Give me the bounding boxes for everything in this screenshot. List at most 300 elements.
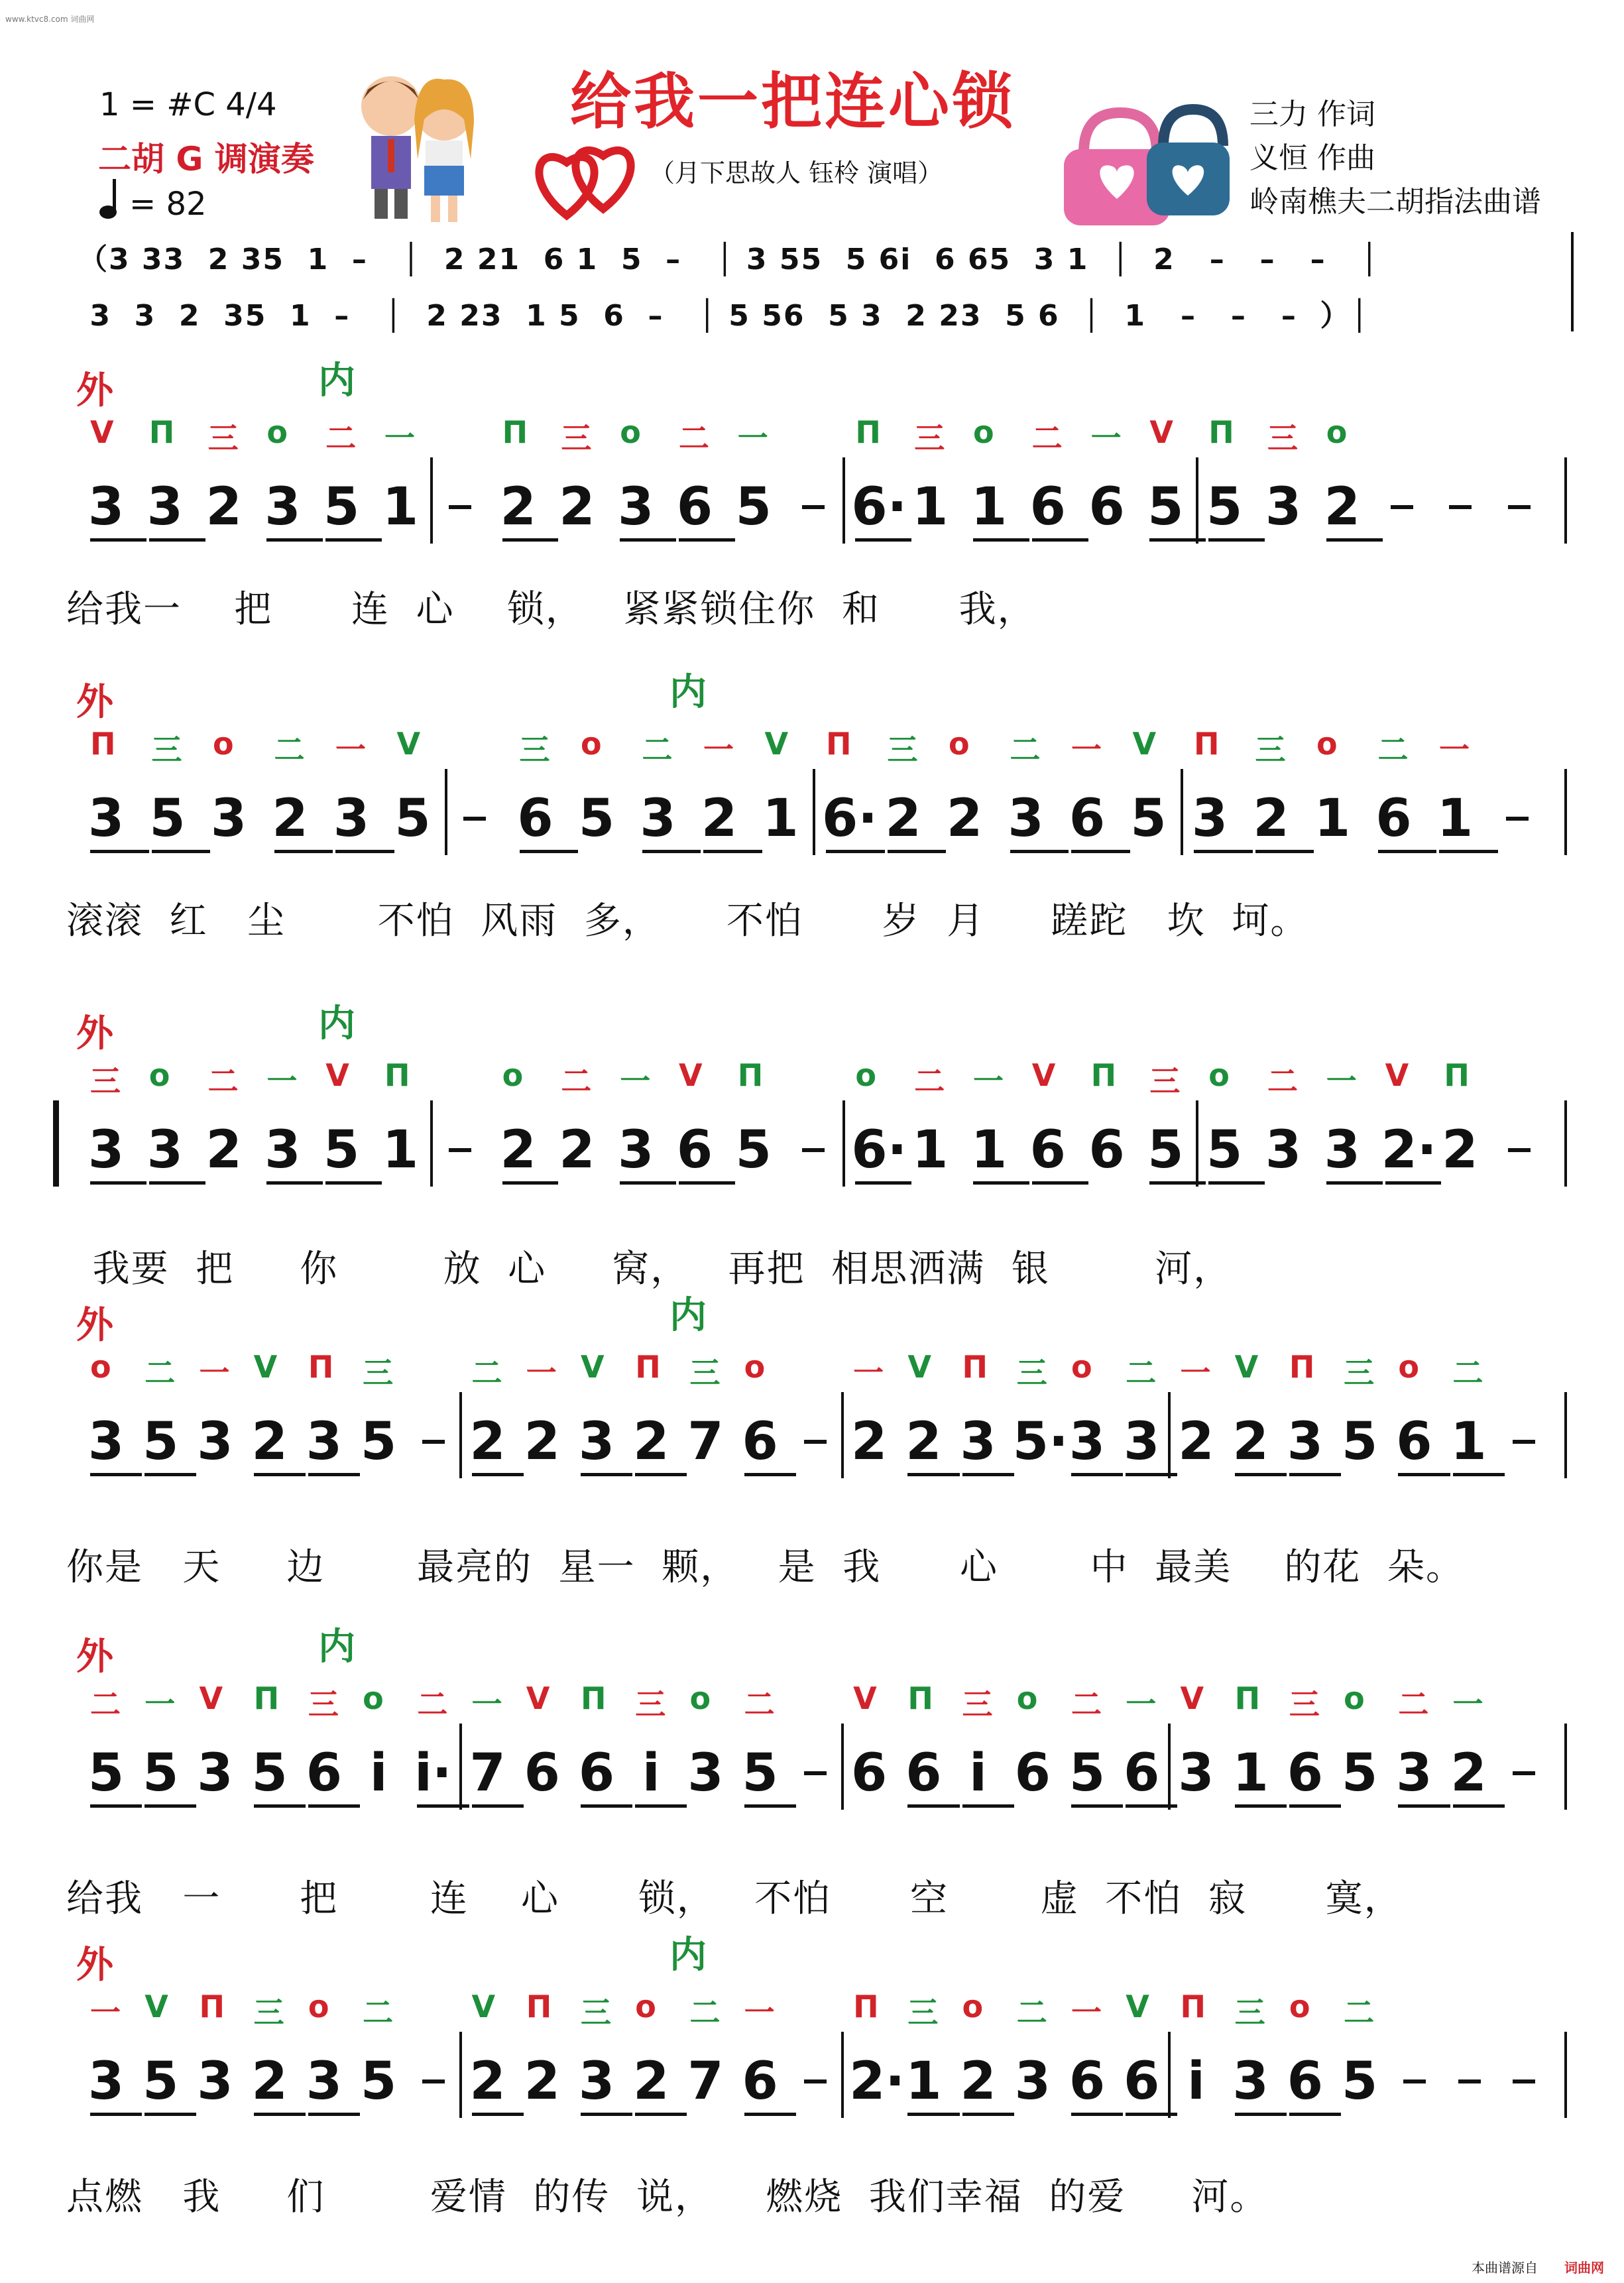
duration-underline xyxy=(907,1473,959,1476)
fingering-mark: V xyxy=(1031,1057,1056,1093)
footer-site: 词曲网 xyxy=(1564,2260,1604,2276)
duration-underline xyxy=(1398,1804,1450,1808)
duration-underline xyxy=(1126,1473,1177,1476)
duration-underline xyxy=(679,538,735,542)
fingering-mark: o xyxy=(962,1989,984,2024)
fingering-mark: o xyxy=(90,1349,111,1385)
note: 1 xyxy=(382,477,419,537)
outer-string-tag: 外 xyxy=(76,681,113,724)
note: 1 xyxy=(1314,789,1351,849)
fingering-mark: 一 xyxy=(1452,1686,1483,1722)
note: 1 xyxy=(1232,1743,1269,1803)
duration-underline xyxy=(254,2113,306,2116)
note: 6 xyxy=(1088,1120,1125,1180)
duration-underline xyxy=(90,1473,142,1476)
fingering-mark: o xyxy=(308,1989,329,2024)
repeat-start-bar xyxy=(53,1100,59,1187)
fingering-mark: П xyxy=(1444,1057,1470,1093)
note: 3 xyxy=(333,789,370,849)
fingering-mark: o xyxy=(213,726,234,762)
fingering-mark: П xyxy=(737,1057,764,1093)
notation-line-4 xyxy=(60,1349,1571,1511)
note: 3 xyxy=(306,1412,343,1472)
duration-underline xyxy=(635,1804,687,1808)
fingering-mark: 三 xyxy=(308,1686,339,1722)
duration-underline xyxy=(581,2113,632,2116)
fingering-mark: o xyxy=(855,1057,876,1093)
duration-underline xyxy=(335,850,394,853)
fingering-mark: V xyxy=(199,1680,223,1716)
couple-illustration xyxy=(351,66,484,225)
notation-line-6 xyxy=(60,1989,1571,2151)
fingering-mark: П xyxy=(853,1989,879,2024)
note: 5 xyxy=(1206,1120,1243,1180)
fingering-mark: 三 xyxy=(907,1995,939,2030)
note: 3 xyxy=(578,2052,615,2111)
bar-line xyxy=(459,2032,462,2118)
note: 3 xyxy=(146,1120,183,1180)
song-title: 给我一把连心锁 xyxy=(570,66,1016,137)
fingering-mark: V xyxy=(1385,1057,1409,1093)
note: 2 xyxy=(559,477,595,537)
fingering-mark: V xyxy=(907,1349,931,1385)
duration-underline xyxy=(581,1804,632,1808)
note: 1 xyxy=(970,477,1008,537)
note-dash xyxy=(1513,2079,1535,2083)
fingering-mark: 三 xyxy=(1255,732,1286,768)
note: 2 xyxy=(1442,1120,1478,1180)
fingering-mark: П xyxy=(1180,1989,1206,2024)
note: 5 xyxy=(1069,1743,1106,1803)
note: 5 xyxy=(360,2052,397,2111)
bar-line xyxy=(842,457,845,544)
fingering-mark: 一 xyxy=(145,1686,176,1722)
duration-underline xyxy=(907,2113,959,2116)
note: i xyxy=(642,1743,660,1803)
fingering-mark: 一 xyxy=(620,1063,651,1099)
duration-underline xyxy=(1208,1181,1265,1185)
inner-string-tag: 内 xyxy=(318,1625,355,1668)
note: 6 xyxy=(1029,1120,1066,1180)
duration-underline xyxy=(1326,1181,1383,1185)
note: 3 xyxy=(87,1120,125,1180)
note: i xyxy=(369,1743,388,1803)
duration-underline xyxy=(308,2113,360,2116)
fingering-mark: V xyxy=(526,1680,550,1716)
fingering-mark: 一 xyxy=(1126,1686,1157,1722)
note: 5 xyxy=(1130,789,1167,849)
performers: （月下思故人 钰柃 演唱） xyxy=(650,158,943,188)
fingering-mark: V xyxy=(764,726,789,762)
duration-underline xyxy=(620,1181,676,1185)
footer-source: 本曲谱源自 xyxy=(1472,2260,1538,2276)
fingering-mark: 二 xyxy=(1016,1995,1047,2030)
note: 2 xyxy=(850,1412,888,1472)
duration-underline xyxy=(703,850,762,853)
lyric-line-1: 给我一 把 连 心 锁， 紧紧锁住你 和 我， xyxy=(66,588,1036,631)
duration-underline xyxy=(1032,1181,1088,1185)
note: 5 xyxy=(323,1120,360,1180)
duration-underline xyxy=(149,1181,205,1185)
fingering-mark: 一 xyxy=(1180,1355,1211,1391)
fingering-mark: 三 xyxy=(1234,1995,1265,2030)
note: 5 xyxy=(1206,477,1243,537)
duration-underline xyxy=(1439,850,1498,853)
note: 6· xyxy=(851,477,907,537)
note: 2 xyxy=(524,1412,560,1472)
note: 5 xyxy=(251,1743,288,1803)
note: 3 xyxy=(146,477,183,537)
fingering-mark: 一 xyxy=(744,1995,775,2030)
lyric-line-6: 点燃 我 们 爱情 的传 说， 燃烧 我们幸福 的爱 河。 xyxy=(66,2176,1269,2219)
duration-underline xyxy=(962,2113,1014,2116)
fingering-mark: o xyxy=(744,1349,766,1385)
note: 3 xyxy=(1014,2052,1051,2111)
note: 3 xyxy=(687,1743,724,1803)
outer-string-tag: 外 xyxy=(76,369,113,412)
fingering-mark: 三 xyxy=(253,1995,284,2030)
fingering-mark: 二 xyxy=(1126,1355,1157,1391)
note: 2 xyxy=(272,789,308,849)
fingering-mark: П xyxy=(826,726,852,762)
note: 2 xyxy=(701,789,738,849)
end-bar-line xyxy=(1564,2032,1567,2118)
note: 2 xyxy=(633,1412,669,1472)
fingering-mark: V xyxy=(1126,1989,1149,2024)
note-dash xyxy=(1391,505,1413,509)
lyric-line-3: 我要 把 你 放 心 窝， 再把 相思洒满 银 河， xyxy=(66,1248,1232,1291)
note: i· xyxy=(414,1743,452,1803)
fingering-mark: o xyxy=(266,414,288,450)
inner-string-tag: 内 xyxy=(669,1294,707,1337)
duration-underline xyxy=(1235,2113,1287,2116)
note: 2 xyxy=(633,2052,669,2111)
fingering-mark: 一 xyxy=(1071,732,1102,768)
note: 6 xyxy=(1287,1743,1324,1803)
duration-underline xyxy=(1378,850,1437,853)
note: 3 xyxy=(1396,1743,1432,1803)
note: 5 xyxy=(394,789,431,849)
note: 6 xyxy=(742,2052,778,2111)
fingering-mark: 二 xyxy=(417,1686,448,1722)
note: 2 xyxy=(885,789,921,849)
note: 6 xyxy=(850,1743,888,1803)
fingering-mark: 二 xyxy=(207,1063,239,1099)
composer-credit: 义恒 作曲 xyxy=(1249,141,1375,175)
duration-underline xyxy=(325,1181,382,1185)
duration-underline xyxy=(1385,1181,1442,1185)
fingering-mark: 二 xyxy=(325,420,357,456)
fingering-mark: 二 xyxy=(363,1995,394,2030)
fingering-mark: 三 xyxy=(207,420,239,456)
duration-underline xyxy=(962,1804,1014,1808)
note: 3 xyxy=(210,789,247,849)
end-bar-line xyxy=(1564,769,1567,855)
note: i xyxy=(1187,2052,1205,2111)
note: 3 xyxy=(618,1120,654,1180)
note: 6 xyxy=(1124,1743,1160,1803)
note: 6 xyxy=(1088,477,1125,537)
note: 3 xyxy=(640,789,676,849)
note: 3 xyxy=(960,1412,996,1472)
duration-underline xyxy=(855,1181,911,1185)
note: 6 xyxy=(1029,477,1066,537)
note: 2 xyxy=(1232,1412,1269,1472)
fingering-mark: V xyxy=(581,1349,605,1385)
duration-underline xyxy=(1235,1804,1287,1808)
note: 6 xyxy=(1124,2052,1160,2111)
fingering-mark: П xyxy=(635,1349,661,1385)
duration-underline xyxy=(1289,1804,1341,1808)
note: 3 xyxy=(1191,789,1228,849)
note-dash xyxy=(804,1771,827,1775)
duration-underline xyxy=(145,1804,196,1808)
fingering-mark: V xyxy=(679,1057,703,1093)
note: 3 xyxy=(197,2052,233,2111)
duration-underline xyxy=(1289,2113,1341,2116)
fingering-mark: 二 xyxy=(689,1995,721,2030)
note: 3 xyxy=(1287,1412,1324,1472)
fingering-mark: 二 xyxy=(1452,1355,1483,1391)
outer-string-tag: 外 xyxy=(76,1304,113,1347)
fingering-mark: 三 xyxy=(561,420,592,456)
duration-underline xyxy=(90,538,146,542)
fingering-mark: П xyxy=(962,1349,988,1385)
note: 5 xyxy=(1341,1412,1378,1472)
fingering-mark: 一 xyxy=(384,420,415,456)
fingering-mark: 一 xyxy=(90,1995,121,2030)
fingering-mark: 三 xyxy=(887,732,918,768)
heart-lock-icon xyxy=(1057,99,1230,225)
note: 2 xyxy=(500,477,536,537)
fingering-mark: o xyxy=(581,726,602,762)
fingering-mark: o xyxy=(1289,1989,1310,2024)
note: 1 xyxy=(905,2052,942,2111)
fingering-mark: 一 xyxy=(973,1063,1004,1099)
note: 6 xyxy=(905,1743,942,1803)
note: 3 xyxy=(197,1412,233,1472)
fingering-mark: П xyxy=(253,1680,280,1716)
duration-underline xyxy=(826,850,885,853)
note: 2· xyxy=(1381,1120,1437,1180)
note: 6 xyxy=(742,1412,778,1472)
duration-underline xyxy=(1032,538,1088,542)
note: 5· xyxy=(1012,1412,1069,1472)
fingering-mark: П xyxy=(90,726,116,762)
erhu-tuning: 二胡 G 调演奏 xyxy=(98,140,314,178)
duration-underline xyxy=(962,1473,1014,1476)
note: 3 xyxy=(578,1412,615,1472)
note: 5 xyxy=(360,1412,397,1472)
fingering-mark: o xyxy=(635,1989,656,2024)
bar-line xyxy=(445,769,447,855)
fingering-mark: 三 xyxy=(519,732,550,768)
fingering-mark: o xyxy=(502,1057,524,1093)
intro-row-2: 3 3 2 35 1 – │ 2 23 1 5 6 – │ 5 56 5 3 2 23 5 6 │ 1 – – – ）│ xyxy=(78,299,1369,333)
duration-underline xyxy=(308,1473,360,1476)
fingering-mark: 二 xyxy=(1344,1995,1375,2030)
duration-underline xyxy=(254,1804,306,1808)
fingering-mark: V xyxy=(145,1989,168,2024)
note: 3 xyxy=(264,1120,301,1180)
fingering-mark: 一 xyxy=(335,732,366,768)
fingering-mark: 三 xyxy=(1267,420,1298,456)
note-dash xyxy=(422,2079,445,2083)
top-watermark: www.ktvc8.com 词曲网 xyxy=(5,15,95,24)
note: 5 xyxy=(143,1743,179,1803)
bar-line xyxy=(841,2032,844,2118)
bar-line xyxy=(1168,1724,1171,1810)
inner-string-tag: 内 xyxy=(669,671,707,714)
note: 3 xyxy=(1178,1743,1214,1803)
lyric-line-2: 滚滚 红 尘 不怕 风雨 多， 不怕 岁 月 蹉跎 坎 坷。 xyxy=(66,900,1309,943)
inner-string-tag: 内 xyxy=(318,1002,355,1045)
duration-underline xyxy=(1010,850,1069,853)
note: 6 xyxy=(1396,1412,1432,1472)
note: 3 xyxy=(197,1743,233,1803)
fingering-mark: 一 xyxy=(1090,420,1122,456)
fingering-mark: 三 xyxy=(90,1063,121,1099)
end-bar-line xyxy=(1564,1392,1567,1478)
fingering-mark: 一 xyxy=(1071,1995,1102,2030)
duration-underline xyxy=(90,850,149,853)
duration-underline xyxy=(90,2113,142,2116)
note: 6 xyxy=(1014,1743,1051,1803)
duration-underline xyxy=(145,1473,196,1476)
fingering-mark: 二 xyxy=(1010,732,1041,768)
bar-line xyxy=(841,1724,844,1810)
fingering-mark: П xyxy=(1234,1680,1261,1716)
duration-underline xyxy=(1071,2113,1123,2116)
fingering-mark: 二 xyxy=(642,732,673,768)
fingering-mark: 三 xyxy=(581,1995,611,2030)
fingering-mark: V xyxy=(396,726,421,762)
fingering-mark: o xyxy=(689,1680,711,1716)
duration-underline xyxy=(90,1804,142,1808)
fingering-mark: П xyxy=(526,1989,552,2024)
note-dash xyxy=(1508,505,1531,509)
duration-underline xyxy=(1071,1473,1123,1476)
duration-underline xyxy=(1149,538,1206,542)
bar-line xyxy=(1168,2032,1171,2118)
duration-underline xyxy=(145,2113,196,2116)
fingering-mark: 三 xyxy=(962,1686,993,1722)
bar-line xyxy=(813,769,815,855)
notation-line-1 xyxy=(60,414,1571,577)
fingering-mark: 三 xyxy=(914,420,945,456)
fingering-mark: 二 xyxy=(471,1355,502,1391)
note: 5 xyxy=(1341,1743,1378,1803)
duration-underline xyxy=(1126,1804,1177,1808)
note: 2 xyxy=(1253,789,1289,849)
note: 2 xyxy=(469,1412,506,1472)
fingering-mark: 二 xyxy=(90,1686,121,1722)
note: 7 xyxy=(469,1743,506,1803)
fingering-mark: o xyxy=(1344,1680,1365,1716)
note: 3 xyxy=(1232,2052,1269,2111)
note: 7 xyxy=(687,1412,724,1472)
fingering-mark: 三 xyxy=(689,1355,721,1391)
note: 1 xyxy=(970,1120,1008,1180)
duration-underline xyxy=(502,1181,559,1185)
note: 6 xyxy=(676,477,713,537)
note: 3 xyxy=(1265,477,1302,537)
note: 6 xyxy=(524,1743,560,1803)
fingering-mark: V xyxy=(1149,414,1173,450)
note: 2 xyxy=(559,1120,595,1180)
end-bar-line xyxy=(1564,1724,1567,1810)
fingering-mark: 二 xyxy=(1398,1686,1429,1722)
note: 2· xyxy=(849,2052,905,2111)
duration-underline xyxy=(973,1181,1029,1185)
duration-underline xyxy=(520,850,579,853)
note: 2 xyxy=(205,477,242,537)
duration-underline xyxy=(973,538,1029,542)
fingering-mark: 二 xyxy=(274,732,305,768)
note: 1 xyxy=(912,477,949,537)
bar-line xyxy=(430,1100,433,1187)
duration-underline xyxy=(1071,1804,1123,1808)
fingering-mark: П xyxy=(855,414,881,450)
note: 2 xyxy=(251,1412,288,1472)
fingering-mark: 一 xyxy=(199,1355,230,1391)
duration-underline xyxy=(90,1181,146,1185)
notation-line-3 xyxy=(60,1057,1571,1220)
note: 6 xyxy=(676,1120,713,1180)
fingering-mark: П xyxy=(581,1680,607,1716)
note: 6 xyxy=(1375,789,1412,849)
fingering-mark: 二 xyxy=(1071,1686,1102,1722)
note: 2 xyxy=(905,1412,942,1472)
note: 1 xyxy=(912,1120,949,1180)
fingering-mark: П xyxy=(907,1680,933,1716)
note: 6 xyxy=(1287,2052,1324,2111)
note: 2 xyxy=(205,1120,242,1180)
transcriber-credit: 岭南樵夫二胡指法曲谱 xyxy=(1249,185,1541,219)
note-dash xyxy=(804,1440,827,1444)
duration-underline xyxy=(888,850,947,853)
fingering-mark: 二 xyxy=(914,1063,945,1099)
fingering-mark: П xyxy=(199,1989,225,2024)
end-bar-line xyxy=(1564,457,1567,544)
fingering-mark: 二 xyxy=(1377,732,1409,768)
duration-underline xyxy=(472,1804,524,1808)
intro-row-1: （3 33 2 35 1 – │ 2 21 6 1 5 – │ 3 55 5 6i 6 65 3 1 │ 2 – – – │ xyxy=(78,243,1380,276)
fingering-mark: 三 xyxy=(1289,1686,1320,1722)
note: 1 xyxy=(762,789,799,849)
note: 6 xyxy=(1069,789,1106,849)
fingering-mark: o xyxy=(1316,726,1338,762)
fingering-mark: 一 xyxy=(1326,1063,1357,1099)
fingering-mark: o xyxy=(1208,1057,1230,1093)
note: 3 xyxy=(1324,1120,1360,1180)
fingering-mark: 一 xyxy=(471,1686,502,1722)
fingering-mark: 三 xyxy=(151,732,182,768)
fingering-mark: 二 xyxy=(744,1686,775,1722)
duration-underline xyxy=(635,1473,687,1476)
duration-underline xyxy=(266,1181,323,1185)
note: 2 xyxy=(251,2052,288,2111)
fingering-mark: V xyxy=(853,1680,877,1716)
fingering-mark: V xyxy=(1234,1349,1259,1385)
note: 6 xyxy=(306,1743,343,1803)
fingering-mark: 三 xyxy=(1016,1355,1047,1391)
note: 3 xyxy=(1265,1120,1302,1180)
bar-line xyxy=(1168,1392,1171,1478)
lyric-line-5: 给我 一 把 连 心 锁， 不怕 空 虚 不怕 寂 寞， xyxy=(66,1877,1403,1920)
duration-underline xyxy=(581,1473,632,1476)
note: 6· xyxy=(851,1120,907,1180)
